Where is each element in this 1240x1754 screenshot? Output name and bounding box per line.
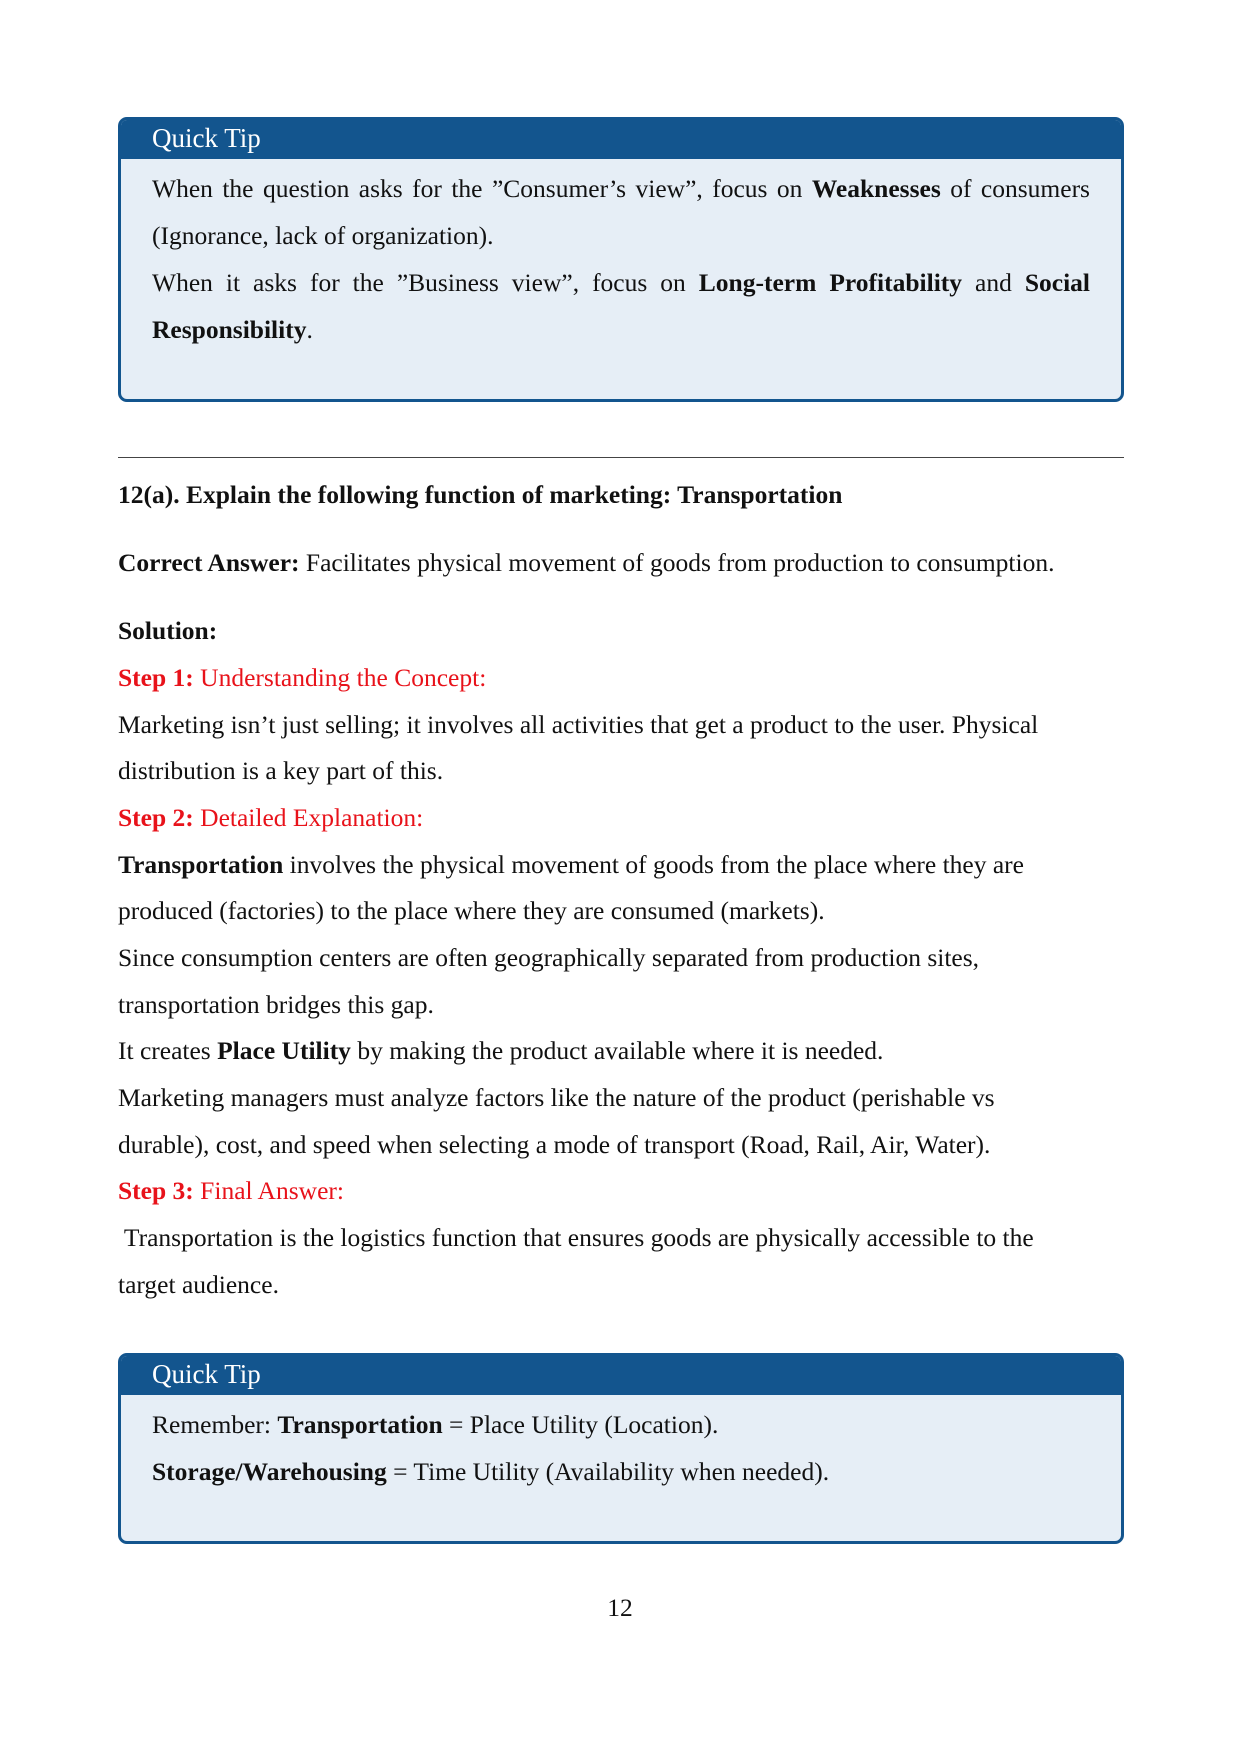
- quick-tip-title: Quick Tip: [121, 1356, 1121, 1395]
- section-divider: [118, 457, 1124, 458]
- quick-tip-box-2: [118, 1353, 1124, 1544]
- step-1-heading: Step 1: Understanding the Concept:: [118, 663, 487, 692]
- page-number: 12: [607, 1593, 633, 1622]
- tip1-line-3: When it asks for the ”Business view”, focus on Long-term Profitability and Social: [152, 268, 1091, 297]
- step-2-text-2: produced (factories) to the place where they are consumed (markets).: [118, 896, 825, 925]
- correct-answer: Correct Answer: Facilitates physical movement of goods from production to consumption.: [118, 548, 1055, 577]
- step-3-heading: Step 3: Final Answer:: [118, 1176, 344, 1205]
- quick-tip-title: Quick Tip: [121, 120, 1121, 159]
- quick-tip-body: [121, 159, 1121, 353]
- quick-tip-box-1: [118, 117, 1124, 402]
- step-2-text-5: It creates Place Utility by making the product available where it is needed.: [118, 1036, 884, 1065]
- tip1-line-1: When the question asks for the ”Consumer’s view”, focus on Weaknesses of consumers: [152, 174, 1090, 203]
- step-3-text-1: Transportation is the logistics function that ensures goods are physically accessible to the: [118, 1223, 1034, 1252]
- step-2-heading: Step 2: Detailed Explanation:: [118, 803, 424, 832]
- step-2-text-3: Since consumption centers are often geographically separated from production sites,: [118, 943, 980, 972]
- tip1-line-4: Responsibility.: [152, 315, 313, 344]
- step-1-text-1: Marketing isn’t just selling; it involves all activities that get a product to the user. Physical: [118, 710, 1039, 739]
- quick-tip-body: [121, 1395, 1121, 1495]
- question-heading: 12(a). Explain the following function of marketing: Transportation: [118, 480, 843, 509]
- step-2-text-1: Transportation involves the physical movement of goods from the place where they are: [118, 850, 1024, 879]
- step-2-text-7: durable), cost, and speed when selecting a mode of transport (Road, Rail, Air, Water).: [118, 1130, 991, 1159]
- solution-label: Solution:: [118, 616, 218, 645]
- tip2-line-2: Storage/Warehousing = Time Utility (Availability when needed).: [152, 1457, 830, 1486]
- step-3-text-2: target audience.: [118, 1270, 279, 1299]
- tip1-line-2: (Ignorance, lack of organization).: [152, 221, 494, 250]
- tip2-line-1: Remember: Transportation = Place Utility (Location).: [152, 1410, 719, 1439]
- step-2-text-6: Marketing managers must analyze factors like the nature of the product (perishable vs: [118, 1083, 995, 1112]
- step-1-text-2: distribution is a key part of this.: [118, 756, 444, 785]
- step-2-text-4: transportation bridges this gap.: [118, 990, 434, 1019]
